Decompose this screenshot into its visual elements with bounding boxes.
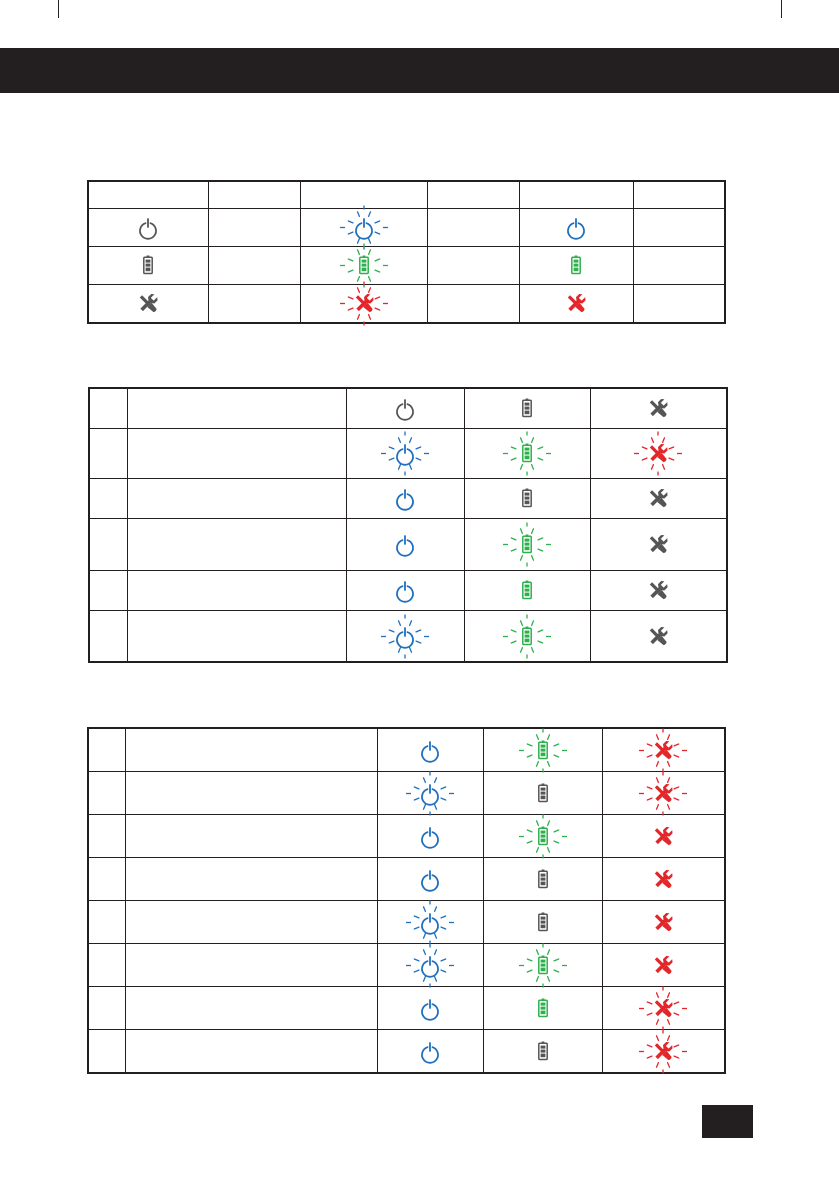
wrench-glyph xyxy=(640,573,676,608)
power-status-cell xyxy=(377,858,483,901)
power-glyph xyxy=(412,905,448,940)
battery-glyph xyxy=(525,776,561,811)
wrench-icon xyxy=(603,991,725,1026)
battery-icon xyxy=(465,573,590,608)
table-row xyxy=(89,611,727,663)
wrench-status-cell xyxy=(602,944,725,987)
battery-glyph xyxy=(525,991,561,1026)
battery-glyph xyxy=(509,619,545,654)
indicator-legend-table xyxy=(87,180,726,324)
row-description-cell xyxy=(127,611,346,663)
power-glyph xyxy=(412,1034,448,1069)
wrench-status-cell xyxy=(602,858,725,901)
wrench-glyph xyxy=(130,286,166,321)
battery-icon xyxy=(465,481,590,516)
table-row xyxy=(88,944,725,987)
battery-status-cell xyxy=(483,858,602,901)
row-number-cell xyxy=(89,611,127,663)
battery-glyph xyxy=(509,481,545,516)
battery-glyph xyxy=(509,391,545,426)
battery-icon xyxy=(520,248,633,283)
wrench-icon xyxy=(603,819,725,854)
power-status-cell xyxy=(377,815,483,858)
wrench-status-cell xyxy=(602,728,725,772)
legend-cell-label xyxy=(427,247,519,285)
battery-glyph xyxy=(525,1034,561,1069)
power-icon xyxy=(347,573,464,608)
row-number-cell xyxy=(89,571,127,611)
wrench-glyph xyxy=(645,862,681,897)
table-row xyxy=(88,1030,725,1074)
row-number-cell xyxy=(89,519,127,571)
wrench-status-cell xyxy=(590,479,727,519)
legend-header-cell xyxy=(208,181,300,209)
battery-status-cell xyxy=(464,611,590,663)
power-glyph xyxy=(412,733,448,768)
row-description-cell xyxy=(127,388,346,429)
power-icon xyxy=(378,1034,483,1069)
power-icon xyxy=(378,819,483,854)
power-icon xyxy=(89,210,208,245)
row-number-cell xyxy=(88,944,125,987)
battery-icon xyxy=(484,1034,602,1069)
wrench-icon xyxy=(603,776,725,811)
legend-row-wrench xyxy=(88,285,725,324)
power-status-cell xyxy=(346,519,464,571)
legend-cell-label xyxy=(427,285,519,324)
wrench-icon xyxy=(89,286,208,321)
battery-icon xyxy=(484,776,602,811)
wrench-glyph xyxy=(645,1034,681,1069)
wrench-status-cell xyxy=(590,519,727,571)
battery-status-cell xyxy=(464,571,590,611)
row-description-cell xyxy=(125,815,377,858)
crop-mark-right xyxy=(781,0,782,18)
legend-cell-on xyxy=(519,209,633,247)
row-description-cell xyxy=(127,519,346,571)
wrench-glyph xyxy=(640,436,676,471)
battery-icon xyxy=(484,905,602,940)
battery-status-cell xyxy=(464,429,590,479)
battery-glyph xyxy=(525,905,561,940)
battery-icon xyxy=(484,991,602,1026)
legend-header-cell xyxy=(88,181,208,209)
wrench-glyph xyxy=(645,948,681,983)
power-icon xyxy=(347,619,464,654)
battery-status-cell xyxy=(483,815,602,858)
power-glyph xyxy=(387,619,423,654)
wrench-icon xyxy=(301,286,427,321)
wrench-glyph xyxy=(640,527,676,562)
legend-cell-off xyxy=(88,209,208,247)
legend-cell-label xyxy=(427,209,519,247)
power-icon xyxy=(347,391,464,426)
legend-cell-label xyxy=(208,247,300,285)
row-description-cell xyxy=(125,901,377,944)
table-row xyxy=(89,479,727,519)
legend-cell-off xyxy=(88,285,208,324)
power-glyph xyxy=(387,391,423,426)
row-number-cell xyxy=(89,479,127,519)
power-status-cell xyxy=(377,944,483,987)
legend-cell-label xyxy=(208,209,300,247)
battery-icon xyxy=(484,733,602,768)
wrench-status-cell xyxy=(602,1030,725,1074)
row-number-cell xyxy=(88,772,125,815)
table-row xyxy=(88,901,725,944)
wrench-status-cell xyxy=(590,571,727,611)
legend-cell-label xyxy=(633,209,725,247)
battery-status-cell xyxy=(464,519,590,571)
power-glyph xyxy=(412,819,448,854)
operating-status-table xyxy=(88,387,728,663)
legend-cell-blink xyxy=(300,247,427,285)
wrench-icon xyxy=(603,948,725,983)
row-number-cell xyxy=(88,1030,125,1074)
battery-glyph xyxy=(558,248,594,283)
legend-row-power xyxy=(88,209,725,247)
crop-mark-left xyxy=(58,0,59,18)
battery-status-cell xyxy=(483,1030,602,1074)
power-status-cell xyxy=(377,987,483,1030)
power-glyph xyxy=(412,948,448,983)
wrench-icon xyxy=(591,619,727,654)
row-description-cell xyxy=(127,429,346,479)
power-icon xyxy=(378,862,483,897)
battery-icon xyxy=(465,619,590,654)
battery-icon xyxy=(484,819,602,854)
row-description-cell xyxy=(125,772,377,815)
table-row xyxy=(88,858,725,901)
table-row xyxy=(88,772,725,815)
battery-status-cell xyxy=(483,987,602,1030)
row-number-cell xyxy=(89,429,127,479)
row-number-cell xyxy=(88,728,125,772)
power-icon xyxy=(347,436,464,471)
legend-header-cell xyxy=(633,181,725,209)
wrench-icon xyxy=(603,1034,725,1069)
battery-icon xyxy=(465,436,590,471)
power-icon xyxy=(378,991,483,1026)
battery-status-cell xyxy=(464,479,590,519)
row-number-cell xyxy=(88,858,125,901)
wrench-glyph xyxy=(640,391,676,426)
power-status-cell xyxy=(377,772,483,815)
power-icon xyxy=(378,948,483,983)
legend-header-cell xyxy=(427,181,519,209)
wrench-icon xyxy=(591,436,727,471)
table-row xyxy=(88,815,725,858)
wrench-status-cell xyxy=(590,611,727,663)
fault-status-body xyxy=(88,728,725,1073)
battery-status-cell xyxy=(483,901,602,944)
power-glyph xyxy=(387,573,423,608)
battery-glyph xyxy=(525,733,561,768)
wrench-icon xyxy=(603,905,725,940)
battery-icon xyxy=(465,391,590,426)
row-description-cell xyxy=(125,1030,377,1074)
power-status-cell xyxy=(377,1030,483,1074)
wrench-status-cell xyxy=(602,987,725,1030)
table-row xyxy=(88,728,725,772)
fault-status-table xyxy=(87,727,726,1074)
battery-glyph xyxy=(346,248,382,283)
row-number-cell xyxy=(89,388,127,429)
power-status-cell xyxy=(346,429,464,479)
power-glyph xyxy=(412,776,448,811)
power-icon xyxy=(520,210,633,245)
table-row xyxy=(89,571,727,611)
wrench-glyph xyxy=(558,286,594,321)
battery-icon xyxy=(484,862,602,897)
row-description-cell xyxy=(125,858,377,901)
legend-cell-label xyxy=(633,247,725,285)
wrench-status-cell xyxy=(590,388,727,429)
battery-icon xyxy=(465,527,590,562)
legend-cell-on xyxy=(519,247,633,285)
wrench-icon xyxy=(591,391,727,426)
battery-icon xyxy=(484,948,602,983)
wrench-glyph xyxy=(645,905,681,940)
power-status-cell xyxy=(377,728,483,772)
row-description-cell xyxy=(125,987,377,1030)
wrench-icon xyxy=(520,286,633,321)
wrench-status-cell xyxy=(590,429,727,479)
page-number-box xyxy=(702,1105,753,1138)
row-number-cell xyxy=(88,815,125,858)
row-number-cell xyxy=(88,901,125,944)
battery-glyph xyxy=(509,436,545,471)
power-glyph xyxy=(387,481,423,516)
battery-status-cell xyxy=(483,772,602,815)
wrench-glyph xyxy=(346,286,382,321)
row-description-cell xyxy=(127,479,346,519)
power-icon xyxy=(378,905,483,940)
wrench-glyph xyxy=(645,819,681,854)
wrench-status-cell xyxy=(602,901,725,944)
wrench-icon xyxy=(603,862,725,897)
legend-header-cell xyxy=(519,181,633,209)
power-icon xyxy=(378,776,483,811)
power-icon xyxy=(347,527,464,562)
power-status-cell xyxy=(346,479,464,519)
wrench-status-cell xyxy=(602,815,725,858)
power-status-cell xyxy=(346,571,464,611)
battery-status-cell xyxy=(464,388,590,429)
wrench-glyph xyxy=(640,619,676,654)
legend-header-row xyxy=(88,181,725,209)
wrench-icon xyxy=(591,527,727,562)
power-glyph xyxy=(387,436,423,471)
table-row xyxy=(89,388,727,429)
battery-status-cell xyxy=(483,944,602,987)
power-icon xyxy=(301,210,427,245)
power-glyph xyxy=(412,991,448,1026)
wrench-status-cell xyxy=(602,772,725,815)
wrench-glyph xyxy=(645,733,681,768)
legend-cell-label xyxy=(633,285,725,324)
power-status-cell xyxy=(346,388,464,429)
legend-header-cell xyxy=(300,181,427,209)
power-status-cell xyxy=(346,611,464,663)
power-glyph xyxy=(346,210,382,245)
power-glyph xyxy=(412,862,448,897)
wrench-glyph xyxy=(645,991,681,1026)
battery-glyph xyxy=(130,248,166,283)
row-description-cell xyxy=(125,728,377,772)
wrench-glyph xyxy=(645,776,681,811)
row-description-cell xyxy=(125,944,377,987)
row-number-cell xyxy=(88,987,125,1030)
wrench-icon xyxy=(603,733,725,768)
legend-cell-blink xyxy=(300,285,427,324)
wrench-icon xyxy=(591,481,727,516)
power-glyph xyxy=(130,210,166,245)
wrench-icon xyxy=(591,573,727,608)
power-glyph xyxy=(387,527,423,562)
legend-row-battery xyxy=(88,247,725,285)
battery-glyph xyxy=(525,948,561,983)
power-glyph xyxy=(558,210,594,245)
battery-glyph xyxy=(525,862,561,897)
battery-glyph xyxy=(525,819,561,854)
legend-cell-on xyxy=(519,285,633,324)
battery-glyph xyxy=(509,573,545,608)
battery-glyph xyxy=(509,527,545,562)
legend-cell-label xyxy=(208,285,300,324)
row-description-cell xyxy=(127,571,346,611)
battery-status-cell xyxy=(483,728,602,772)
power-icon xyxy=(347,481,464,516)
power-status-cell xyxy=(377,901,483,944)
legend-cell-blink xyxy=(300,209,427,247)
wrench-glyph xyxy=(640,481,676,516)
table-row xyxy=(89,519,727,571)
legend-cell-off xyxy=(88,247,208,285)
table-row xyxy=(89,429,727,479)
battery-icon xyxy=(301,248,427,283)
operating-status-body xyxy=(89,388,727,662)
header-bar xyxy=(0,48,839,93)
table-row xyxy=(88,987,725,1030)
battery-icon xyxy=(89,248,208,283)
power-icon xyxy=(378,733,483,768)
